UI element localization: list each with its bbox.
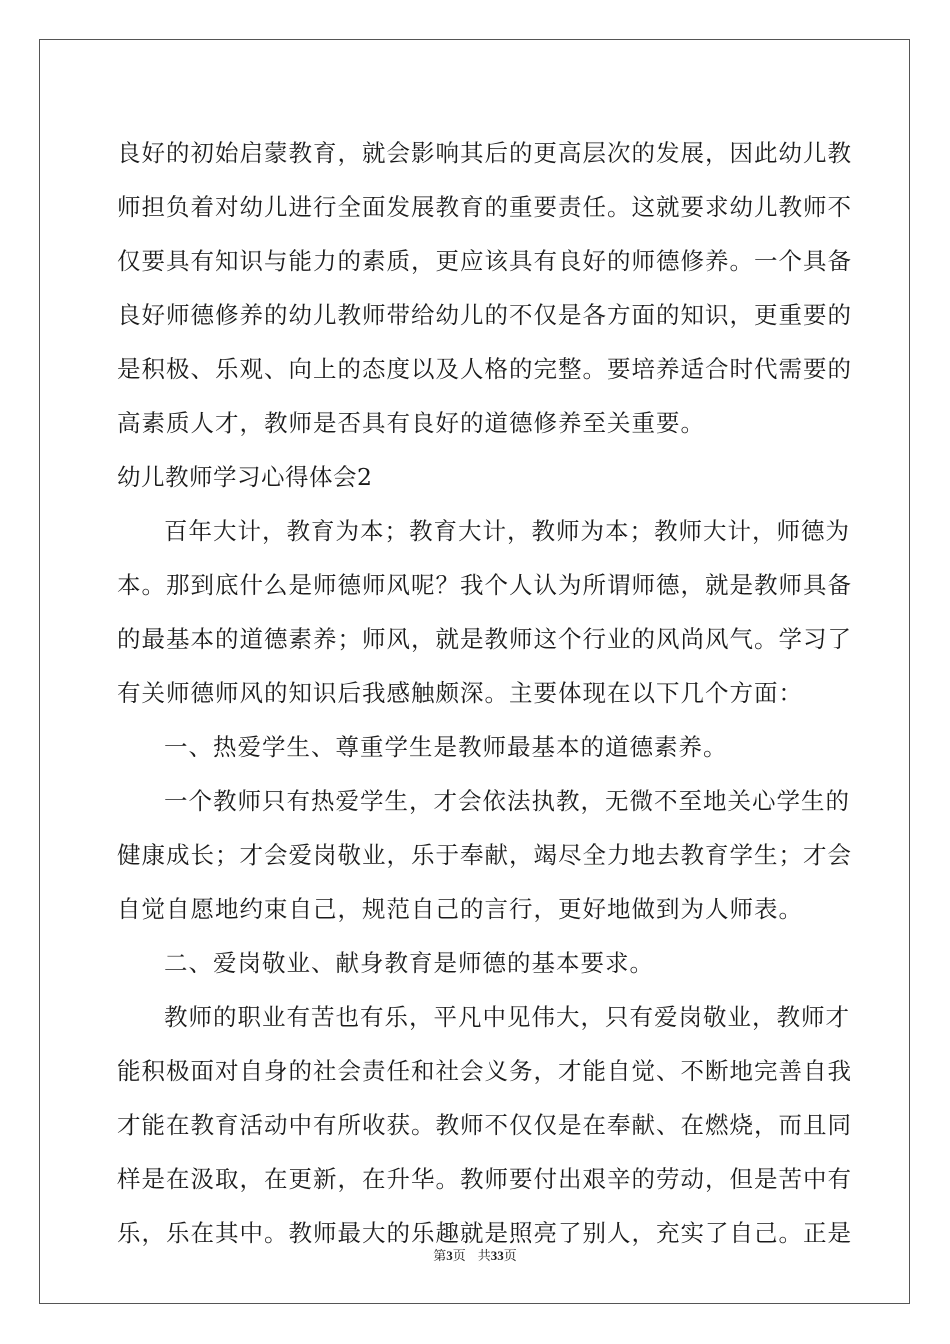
- text-line: 能积极面对自身的社会责任和社会义务，才能自觉、不断地完善自我: [117, 1057, 852, 1085]
- document-body: [117, 126, 852, 1260]
- text-line: 的最基本的道德素养；师风，就是教师这个行业的风尚风气。学习了: [117, 625, 852, 653]
- text-line: 样是在汲取，在更新，在升华。教师要付出艰辛的劳动，但是苦中有: [117, 1165, 852, 1193]
- section-heading: 幼儿教师学习心得体会2: [117, 463, 373, 491]
- text-line: 百年大计，教育为本；教育大计，教师为本；教师大计，师德为: [164, 517, 850, 545]
- total-prefix: 共: [477, 1249, 491, 1264]
- page-prefix: 第: [433, 1249, 447, 1264]
- text-line: 一个教师只有热爱学生，才会依法执教，无微不至地关心学生的: [164, 787, 850, 815]
- text-line: 一、热爱学生、尊重学生是教师最基本的道德素养。: [164, 733, 728, 761]
- text-line: 仅要具有知识与能力的素质，更应该具有良好的师德修养。一个具备: [117, 247, 852, 275]
- page-footer: [0, 1248, 950, 1265]
- page-number: 3: [446, 1248, 453, 1263]
- text-line: 二、爱岗敬业、献身教育是师德的基本要求。: [164, 949, 654, 977]
- text-line: 有关师德师风的知识后我感触颇深。主要体现在以下几个方面：: [117, 679, 803, 707]
- text-line: 健康成长；才会爱岗敬业，乐于奉献，竭尽全力地去教育学生；才会: [117, 841, 852, 869]
- text-line: 教师的职业有苦也有乐，平凡中见伟大，只有爱岗敬业，教师才: [164, 1003, 850, 1031]
- text-line: 师担负着对幼儿进行全面发展教育的重要责任。这就要求幼儿教师不: [117, 193, 852, 221]
- text-line: 是积极、乐观、向上的态度以及人格的完整。要培养适合时代需要的: [117, 355, 852, 383]
- total-pages: 33: [490, 1248, 504, 1263]
- page-suffix: 页: [452, 1249, 466, 1264]
- text-line: 才能在教育活动中有所收获。教师不仅仅是在奉献、在燃烧，而且同: [117, 1111, 852, 1139]
- text-line: 自觉自愿地约束自己，规范自己的言行，更好地做到为人师表。: [117, 895, 803, 923]
- total-suffix: 页: [503, 1249, 517, 1264]
- text-line: 良好的初始启蒙教育，就会影响其后的更高层次的发展，因此幼儿教: [117, 139, 852, 167]
- text-line: 乐，乐在其中。教师最大的乐趣就是照亮了别人，充实了自己。正是: [117, 1219, 852, 1247]
- text-line: 良好师德修养的幼儿教师带给幼儿的不仅是各方面的知识，更重要的: [117, 301, 852, 329]
- text-line: 高素质人才，教师是否具有良好的道德修养至关重要。: [117, 409, 705, 437]
- text-line: 本。那到底什么是师德师风呢？我个人认为所谓师德，就是教师具备: [117, 571, 852, 599]
